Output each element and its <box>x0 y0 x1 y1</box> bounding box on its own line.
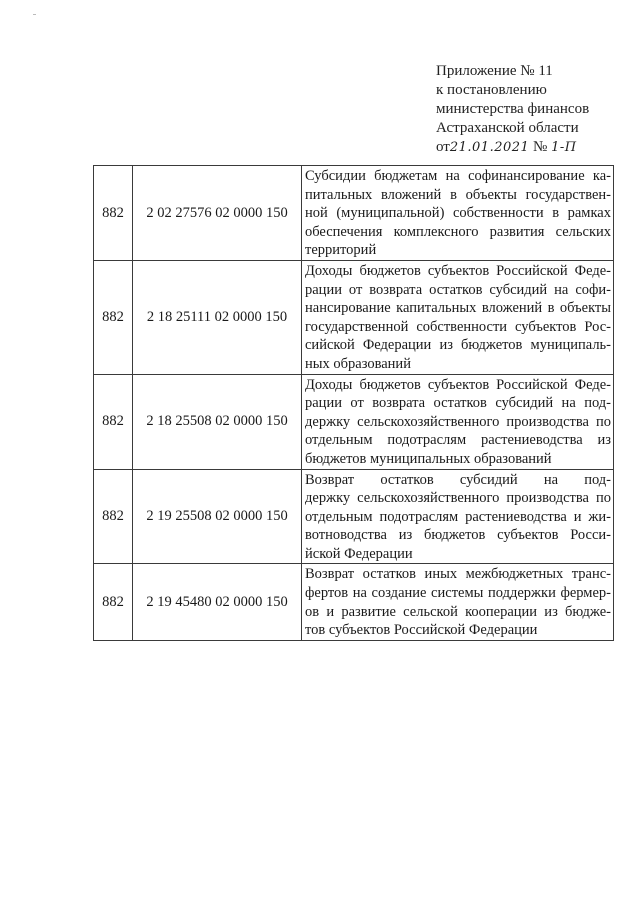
appendix-ministry: министерства финансов <box>436 101 590 117</box>
scan-speck <box>33 14 36 15</box>
appendix-region: Астраханской области <box>436 120 579 136</box>
budget-code-cell: 2 18 25508 02 0000 150 <box>133 374 302 469</box>
appendix-resolution: к постановлению <box>436 82 547 98</box>
handwritten-number: 1-П <box>551 140 577 155</box>
budget-codes-table <box>93 165 614 641</box>
handwritten-date: 21.01.2021 <box>449 140 530 155</box>
admin-code-cell: 882 <box>94 564 133 640</box>
budget-code-cell: 2 19 45480 02 0000 150 <box>133 564 302 640</box>
admin-code-cell: 882 <box>94 260 133 374</box>
table-row <box>94 469 614 564</box>
budget-code-cell: 2 19 25508 02 0000 150 <box>133 469 302 564</box>
description-cell: Доходы бюджетов субъектов Российской Феде- рации от возврата остатков субсидий на софи- нансирование капитальных вложений в объекты государственной собственности субъектов Рос- сийской Федерации из бюджетов муниципаль- ных образований <box>302 260 614 374</box>
appendix-title: Приложение № 11 <box>436 63 553 79</box>
table-row <box>94 374 614 469</box>
admin-code-cell: 882 <box>94 469 133 564</box>
description-cell: Доходы бюджетов субъектов Российской Феде- рации от возврата остатков субсидий на под- держку сельскохозяйственного производства по отдельным подотраслям растениеводства из бюджетов муниципальных образований <box>302 374 614 469</box>
appendix-header <box>436 62 636 157</box>
appendix-date-number: от21.01.2021 № 1-П <box>436 139 577 155</box>
table-row <box>94 564 614 640</box>
description-cell: Возврат остатков иных межбюджетных транс- фертов на создание системы поддержки фермер- ов и развитие сельской кооперации из бюдже- тов субъектов Российской Федерации <box>302 564 614 640</box>
budget-code-cell: 2 02 27576 02 0000 150 <box>133 166 302 261</box>
description-cell: Возврат остатков субсидий на под- держку сельскохозяйственного производства по отдельным подотраслям растениеводства и жи- вотноводства из бюджетов субъектов Росси- йской Федерации <box>302 469 614 564</box>
table-row <box>94 260 614 374</box>
table-row <box>94 166 614 261</box>
admin-code-cell: 882 <box>94 374 133 469</box>
admin-code-cell: 882 <box>94 166 133 261</box>
budget-code-cell: 2 18 25111 02 0000 150 <box>133 260 302 374</box>
description-cell: Субсидии бюджетам на софинансирование ка- питальных вложений в объекты государствен- ной (муниципальной) собственности в рамках обеспечения комплексного развития сельских территорий <box>302 166 614 261</box>
